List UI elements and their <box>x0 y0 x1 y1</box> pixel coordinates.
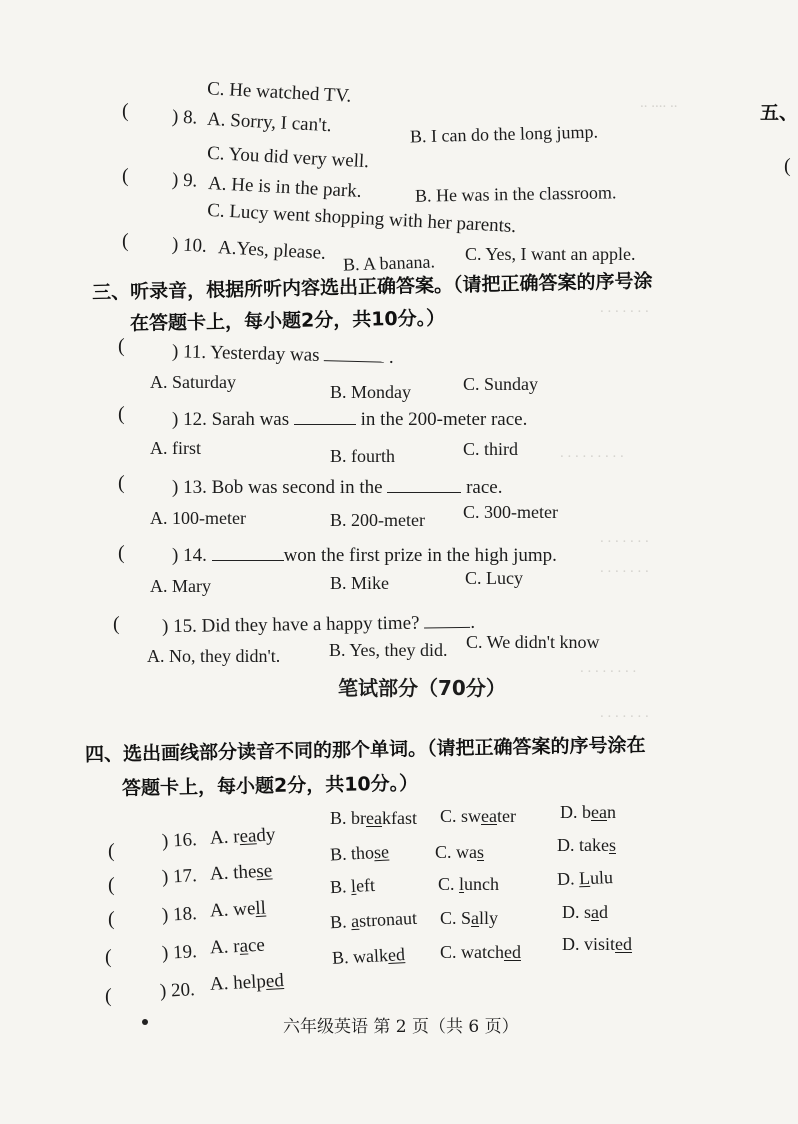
section3-heading-line2: 在答题卡上，每小题2分，共10分。） <box>129 307 446 335</box>
q20-paren: ( <box>105 985 112 1007</box>
q15-paren: ( <box>113 613 120 635</box>
q12-option-a: A. first <box>150 438 201 458</box>
q9-number: ) 9. <box>171 169 198 192</box>
q8-option-c: C. You did very well. <box>206 142 370 173</box>
q9-paren: ( <box>122 165 129 187</box>
q20-number: ) 20. <box>159 979 196 1002</box>
q17-option-b: B. those <box>329 841 390 865</box>
q11-option-c: C. Sunday <box>463 374 539 394</box>
q10-option-a: A.Yes, please. <box>217 237 327 264</box>
q11-option-a: A. Saturday <box>150 372 236 392</box>
q19-option-a: A. race <box>209 934 266 959</box>
q15-option-b: B. Yes, they did. <box>329 640 448 660</box>
q18-paren: ( <box>108 908 115 930</box>
q9-option-b: B. He was in the classroom. <box>414 182 617 206</box>
written-section-title: 笔试部分（70分） <box>338 676 506 700</box>
q16-option-b: B. breakfast <box>330 808 417 828</box>
q13-stem: ) 13. Bob was second in the race. <box>172 473 502 499</box>
q14-blank <box>212 541 284 561</box>
q15-option-c: C. We didn't know <box>466 632 600 652</box>
q11-option-b: B. Monday <box>330 382 411 402</box>
q12-stem: ) 12. Sarah was in the 200-meter race. <box>172 405 527 431</box>
q17-number: ) 17. <box>161 865 198 888</box>
q10-option-c: C. Yes, I want an apple. <box>465 244 636 264</box>
ink-dot <box>142 1019 148 1025</box>
q12-paren: ( <box>118 403 125 425</box>
q19-paren: ( <box>105 946 112 968</box>
q20-option-b: B. walked <box>331 944 406 968</box>
section5-mark: 五、 <box>760 102 798 124</box>
q13-option-b: B. 200-meter <box>330 510 425 530</box>
q16-paren: ( <box>108 840 115 862</box>
section3-heading-line1: 三、听录音，根据所听内容选出正确答案。（请把正确答案的序号涂 <box>91 270 653 304</box>
q16-option-c: C. sweater <box>440 806 516 826</box>
q11-paren: ( <box>118 335 125 357</box>
q20-option-a: A. helped <box>209 970 285 995</box>
q9-option-c: C. Lucy went shopping with her parents. <box>206 199 517 238</box>
q8-option-b: B. I can do the long jump. <box>409 121 599 147</box>
q16-option-a: A. ready <box>209 824 276 849</box>
q18-number: ) 18. <box>161 903 198 926</box>
page-footer: 六年级英语 第 2 页（共 6 页） <box>283 1017 519 1037</box>
q17-option-d: D. takes <box>557 835 616 855</box>
q16-option-d: D. bean <box>560 802 616 822</box>
q18-option-b: B. left <box>329 874 376 898</box>
q12-option-b: B. fourth <box>330 446 395 466</box>
q15-option-a: A. No, they didn't. <box>147 646 281 666</box>
q13-paren: ( <box>118 472 125 494</box>
q18-option-a: A. well <box>209 897 267 922</box>
q8-number: ) 8. <box>171 106 198 129</box>
q8-option-a: A. Sorry, I can't. <box>206 108 333 137</box>
q19-number: ) 19. <box>161 941 198 964</box>
q13-option-c: C. 300-meter <box>463 502 558 522</box>
q11-stem: ) 11. Yesterday was . <box>171 341 395 368</box>
q20-option-d: D. visited <box>562 934 633 954</box>
q17-option-c: C. was <box>435 842 485 862</box>
q11-blank <box>324 341 385 363</box>
q10-number: ) 10. <box>171 234 208 257</box>
q13-option-a: A. 100-meter <box>150 508 246 528</box>
q14-paren: ( <box>118 542 125 564</box>
q10-paren: ( <box>122 230 129 252</box>
q12-blank <box>294 405 356 425</box>
q14-stem: ) 14. won the first prize in the high jump. <box>172 541 557 567</box>
q10-option-b: B. A banana. <box>342 251 436 275</box>
q15-blank <box>424 608 470 629</box>
q18-option-c: C. lunch <box>438 874 500 894</box>
edge-paren: ( <box>784 155 791 177</box>
q14-option-a: A. Mary <box>150 576 211 596</box>
section4-heading-line2: 答题卡上，每小题2分，共10分。） <box>121 772 419 800</box>
q16-number: ) 16. <box>161 829 198 852</box>
q7-option-c: C. He watched TV. <box>206 78 352 107</box>
section4-heading-line1: 四、选出画线部分读音不同的那个单词。（请把正确答案的序号涂在 <box>84 734 646 766</box>
q15-stem: ) 15. Did they have a happy time? . <box>162 608 475 638</box>
q9-option-a: A. He is in the park. <box>207 172 363 203</box>
q19-option-c: C. Sally <box>440 908 499 928</box>
q19-option-b: B. astronaut <box>329 907 418 933</box>
q19-option-d: D. sad <box>562 902 609 922</box>
q13-blank <box>387 473 461 493</box>
q17-paren: ( <box>108 874 115 896</box>
q17-option-a: A. these <box>209 860 273 885</box>
q8-paren: ( <box>122 100 129 122</box>
q14-option-c: C. Lucy <box>465 568 523 588</box>
q12-option-c: C. third <box>463 439 519 459</box>
q18-option-d: D. Lulu <box>556 867 614 889</box>
q14-option-b: B. Mike <box>330 573 390 593</box>
q20-option-c: C. watched <box>440 942 521 962</box>
